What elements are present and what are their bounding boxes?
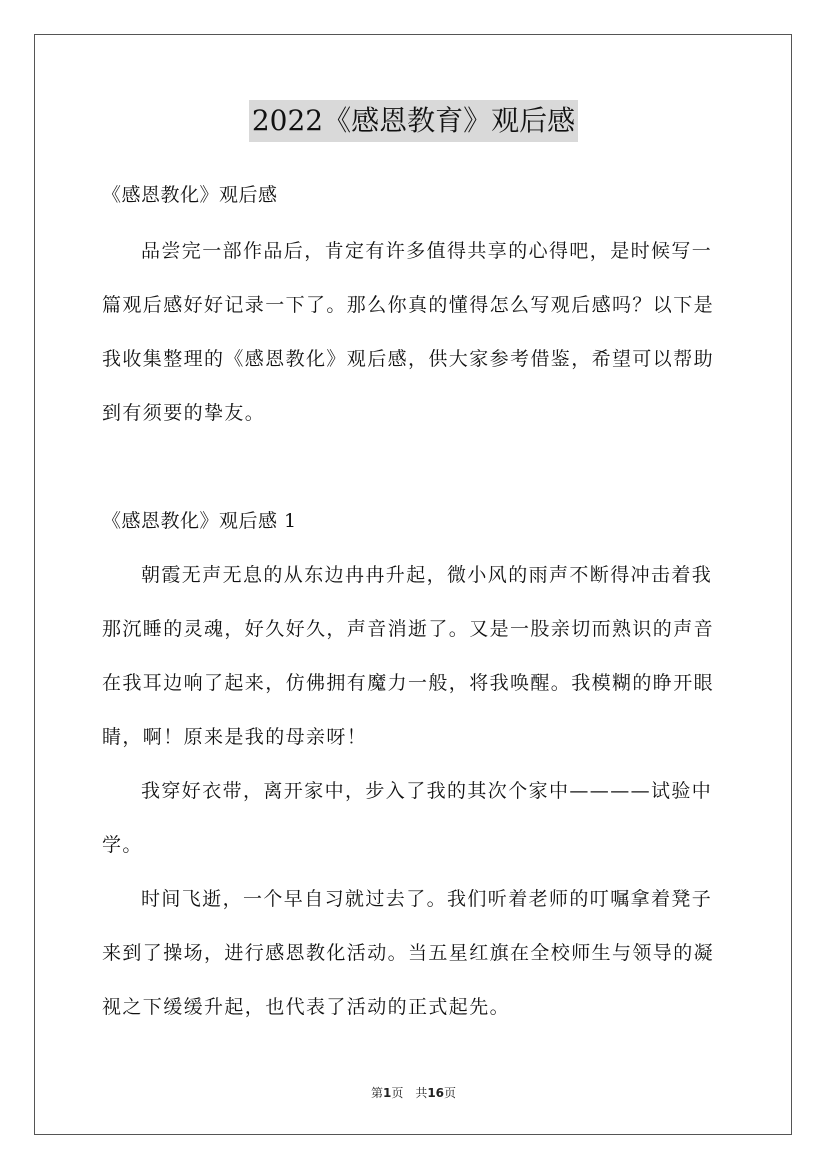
footer-middle: 页 共 xyxy=(391,1086,428,1100)
paragraph-line: 那沉睡的灵魂，好久好久，声音消逝了。又是一股亲切而熟识的声音 xyxy=(102,618,715,640)
title-wrap xyxy=(0,100,827,142)
intro-line: 到有须要的挚友。 xyxy=(102,402,266,424)
paragraph-line: 时间飞逝，一个早自习就过去了。我们听着老师的叮嘱拿着凳子 xyxy=(141,888,713,910)
footer-suffix: 页 xyxy=(444,1086,457,1100)
section-heading: 《感恩教化》观后感 xyxy=(102,184,278,206)
intro-line: 篇观后感好好记录一下了。那么你真的懂得怎么写观后感吗？以下是 xyxy=(102,294,715,316)
paragraph-line: 视之下缓缓升起，也代表了活动的正式起先。 xyxy=(102,996,511,1018)
document-title: 2022《感恩教育》观后感 xyxy=(249,100,578,142)
section-heading: 《感恩教化》观后感 1 xyxy=(102,510,297,532)
paragraph-line: 学。 xyxy=(102,834,143,856)
paragraph-line: 朝霞无声无息的从东边冉冉升起，微小风的雨声不断得冲击着我 xyxy=(141,564,713,586)
footer-prefix: 第 xyxy=(370,1086,383,1100)
footer-total-pages: 16 xyxy=(427,1086,445,1100)
page-footer xyxy=(0,1084,827,1101)
intro-line: 品尝完一部作品后，肯定有许多值得共享的心得吧，是时候写一 xyxy=(141,240,713,262)
paragraph-line: 睛，啊！原来是我的母亲呀！ xyxy=(102,726,368,748)
paragraph-line: 我穿好衣带，离开家中，步入了我的其次个家中————试验中 xyxy=(141,780,713,802)
intro-line: 我收集整理的《感恩教化》观后感，供大家参考借鉴，希望可以帮助 xyxy=(102,348,715,370)
paragraph-line: 在我耳边响了起来，仿佛拥有魔力一般，将我唤醒。我模糊的睁开眼 xyxy=(102,672,715,694)
paragraph-line: 来到了操场，进行感恩教化活动。当五星红旗在全校师生与领导的凝 xyxy=(102,942,715,964)
footer-page-number: 1 xyxy=(382,1086,392,1100)
